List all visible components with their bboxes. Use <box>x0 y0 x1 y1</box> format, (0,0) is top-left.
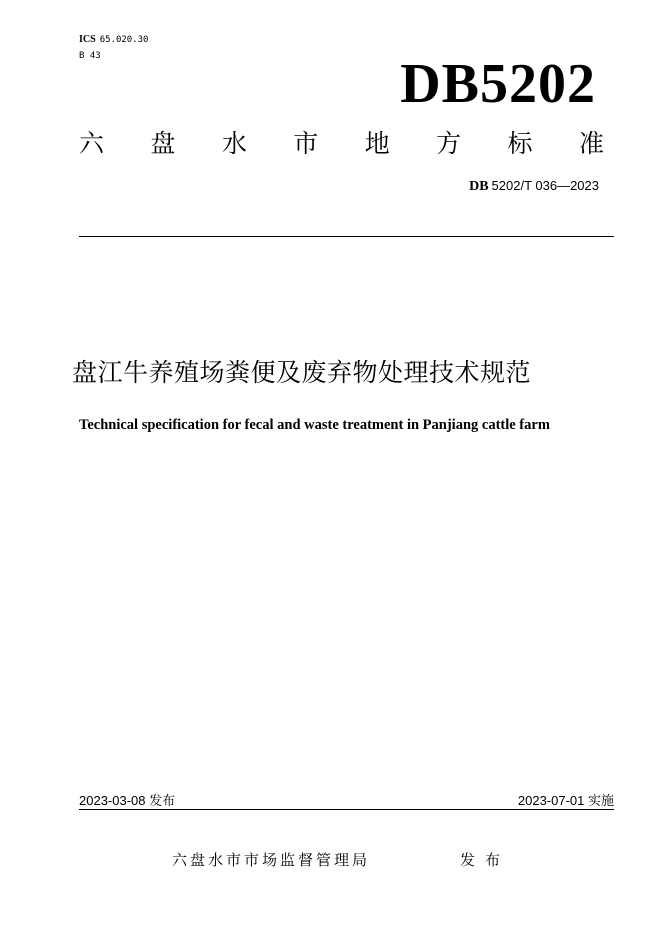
standard-type-char: 准 <box>578 129 604 158</box>
standard-code <box>469 178 599 195</box>
title-english: Technical specification for fecal and waste treatment in Panjiang cattle farm <box>79 417 550 433</box>
ics-code: 65.020.30 <box>99 35 149 45</box>
standard-code-number: 5202/T 036—2023 <box>491 178 599 193</box>
standard-type-char: 标 <box>507 129 533 158</box>
title-chinese: 盘江牛养殖场粪便及废弃物处理技术规范 <box>72 358 532 387</box>
issue-word: 发布 <box>460 851 511 869</box>
standard-type-char: 地 <box>364 129 390 158</box>
issuer: 六盘水市市场监督管理局 <box>172 851 371 869</box>
standard-mark: DB5202 <box>400 53 596 115</box>
standard-type-char: 六 <box>79 129 105 158</box>
standard-type-char: 方 <box>436 129 462 158</box>
ics-label: ICS <box>79 34 96 45</box>
ics-line <box>79 34 148 46</box>
standard-code-prefix: DB <box>469 179 489 194</box>
standard-type-char: 水 <box>221 129 247 158</box>
ccs-code: B 43 <box>79 51 101 61</box>
implement-date: 2023-07-01 实施 <box>517 793 614 808</box>
standard-type-char: 盘 <box>150 129 176 158</box>
issue-date: 2023-03-08 发布 <box>79 793 176 808</box>
standard-type <box>79 128 604 160</box>
footer-divider <box>79 809 614 810</box>
header-divider <box>79 236 614 237</box>
standard-type-char: 市 <box>293 129 319 158</box>
